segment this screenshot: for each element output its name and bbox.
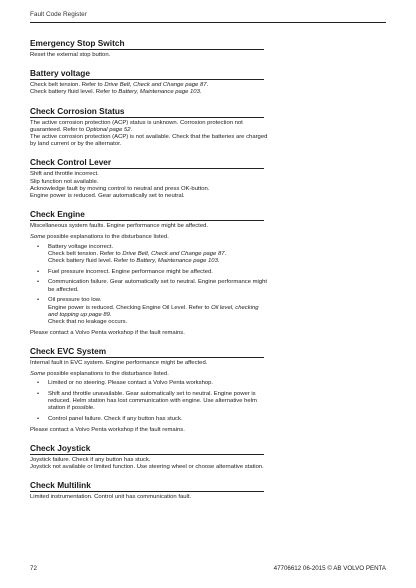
section-body [30,171,270,200]
list-item: • Control panel failure. Check if any button has stuck. [30,416,270,423]
section-body [30,82,270,96]
body-line: Please contact a Volvo Penta workshop if the fault remains. [30,329,185,336]
running-header: Fault Code Register [30,11,87,18]
section-body [30,494,270,501]
section-title: Check Control Lever [30,157,264,169]
body-line: Slip function not available. [30,178,99,185]
section-title: Battery voltage [30,68,264,80]
body-line: Check battery fluid level. Refer to Battery, Maintenance page 103. [30,89,202,96]
section-body [30,360,270,434]
body-line: Miscellaneous system faults. Engine performance might be affected. [30,223,209,230]
explanation-list [30,244,270,327]
page-number: 72 [30,565,37,572]
section-check-engine [30,209,270,337]
cross-reference: Battery, Maintenance page 103 [136,258,218,265]
section-corrosion-status [30,106,270,149]
section-title: Check Engine [30,209,264,221]
section-battery-voltage [30,68,270,96]
body-paragraph: The active corrosion protection (ACP) status is unknown. Corrosion protection not guaranteed. Refer to Optional page 52. [30,119,243,133]
body-line: Acknowledge fault by moving control to neutral and press OK-button. [30,185,210,192]
section-body [30,52,270,59]
cross-reference: Drive Belt, Check and Change page 87 [104,82,207,89]
section-control-lever [30,157,270,200]
list-item: • Communication failure. Gear automatically set to neutral. Engine performance might be affected. [30,279,270,293]
body-line: Check belt tension. Refer to Drive Belt, Check and Change page 87. [30,82,209,89]
section-joystick [30,443,270,471]
list-item: • Limited or no steering. Please contact a Volvo Penta workshop. [30,380,270,387]
list-item: • Battery voltage incorrect. Check belt tension. Refer to Drive Belt, Check and Change page 87. Check battery fluid level. Refer to Battery, Maintenance page 103. [30,244,270,266]
body-line: Shift and throttle incorrect. [30,171,99,178]
cross-reference: Oil level, checking and topping up page 89 [48,304,259,318]
body-line: Internal fault in EVC system. Engine performance might be affected. [30,359,208,366]
body-line: Joystick failure. Check if any button has stuck. [30,457,151,463]
list-item: • Oil pressure too low. Engine power is reduced. Checking Engine Oil Level. Refer to Oil level, checking and topping up page 89. Check that no leakage occurs. [30,297,270,326]
document-info: 47706612 06-2015 © AB VOLVO PENTA [273,565,386,572]
body-line: Joystick not available or limited function. Use steering wheel or choose alternative station. [30,464,264,471]
body-line: Some possible explanations to the disturbance listed. [30,371,169,378]
section-emergency-stop [30,38,270,59]
section-multilink [30,480,270,501]
cross-reference: Optional page 52 [85,126,131,133]
explanation-list [30,380,270,423]
page-content [30,38,270,502]
section-title: Check Corrosion Status [30,106,264,118]
section-title: Check Joystick [30,443,264,455]
body-line: Engine power is reduced. Gear automatically set to neutral. [30,193,185,200]
body-line: Limited instrumentation. Control unit has communication fault. [30,494,192,501]
cross-reference: Drive Belt, Check and Change page 87 [122,250,225,257]
section-body [30,223,270,337]
body-line: Please contact a Volvo Penta workshop if the fault remains. [30,426,185,433]
body-paragraph: The active corrosion protection (ACP) is not available. Check that the batteries are charged by land current or by the alternator. [30,134,268,148]
list-item: • Shift and throttle unavailable. Gear automatically set to neutral. Engine power is reduced. Helm station has lost communication with engine. Use alternative helm station if possible. [30,391,270,413]
body-line: Reset the external stop button. [30,52,111,58]
header-rule [30,22,386,23]
body-line: Some possible explanations to the disturbance listed. [30,234,169,241]
list-item: • Fuel pressure incorrect. Engine performance might be affected. [30,269,270,276]
section-body [30,457,270,471]
section-title: Check Multilink [30,480,264,492]
section-title: Check EVC System [30,346,264,358]
section-evc-system [30,346,270,434]
section-body [30,120,270,149]
section-title: Emergency Stop Switch [30,38,264,50]
cross-reference: Battery, Maintenance page 103 [118,89,200,96]
